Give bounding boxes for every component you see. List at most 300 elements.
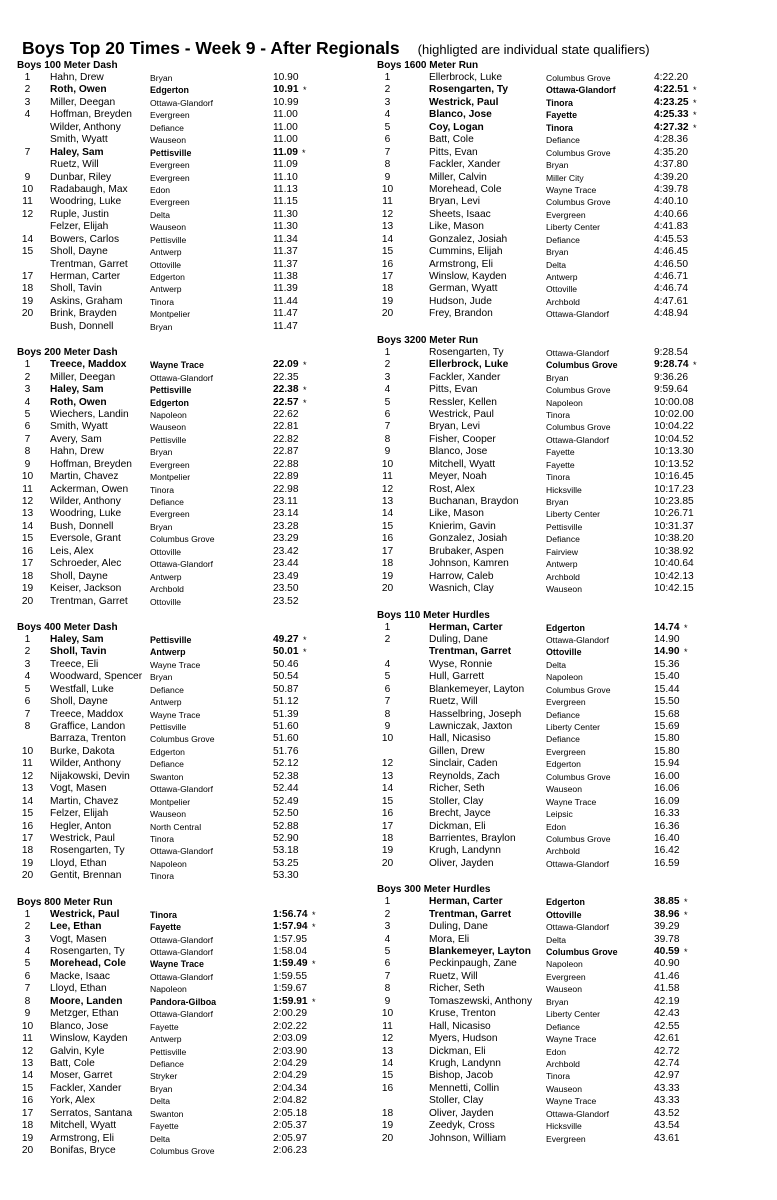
time-cell: 4:48.94 bbox=[654, 308, 688, 320]
result-row bbox=[16, 109, 386, 121]
school-name: Wauseon bbox=[546, 784, 582, 795]
school-name: Ottoville bbox=[546, 647, 582, 658]
result-row bbox=[376, 459, 746, 471]
athlete-name: Armstrong, Eli bbox=[50, 1132, 114, 1144]
time-cell: 11.00 bbox=[273, 121, 298, 133]
result-row bbox=[376, 758, 746, 770]
athlete-name: Miller, Deegan bbox=[50, 371, 116, 383]
time-cell: 23.52 bbox=[273, 595, 299, 607]
event-section bbox=[16, 60, 386, 333]
rank-cell: 7 bbox=[384, 970, 391, 982]
right-column bbox=[376, 60, 746, 1159]
time-cell: 1:58.04 bbox=[273, 946, 307, 957]
school-name: Ottawa-Glandorf bbox=[150, 846, 214, 857]
result-row bbox=[16, 983, 386, 995]
time-cell: 23.44 bbox=[273, 558, 299, 570]
result-row bbox=[376, 909, 746, 921]
rank-cell: 12 bbox=[381, 1033, 394, 1045]
school-name: Wauseon bbox=[546, 1083, 582, 1094]
athlete-name: Herman, Carter bbox=[50, 271, 121, 282]
time-cell: 10:31.37 bbox=[654, 520, 694, 532]
time-cell: 2:04.29 bbox=[273, 1070, 307, 1082]
result-row bbox=[376, 271, 746, 283]
athlete-name: Rosengarten, Ty bbox=[50, 845, 125, 857]
time-cell: 15.80 bbox=[654, 745, 680, 757]
result-row bbox=[376, 983, 746, 995]
athlete-name: Askins, Graham bbox=[50, 295, 123, 307]
time-cell: 11.09 bbox=[273, 146, 298, 158]
athlete-name: Kruse, Trenton bbox=[429, 1008, 496, 1020]
qualifier-star-icon: * bbox=[693, 122, 697, 133]
time-cell: 51.60 bbox=[273, 721, 299, 732]
result-row bbox=[16, 84, 386, 96]
result-row bbox=[376, 1033, 746, 1045]
time-cell: 4:27.32 bbox=[654, 121, 689, 133]
school-name: Liberty Center bbox=[546, 1009, 600, 1020]
qualifier-star-icon: * bbox=[303, 397, 307, 408]
school-name: Wayne Trace bbox=[150, 709, 201, 720]
rank-cell: 9 bbox=[24, 458, 31, 470]
athlete-name: Lawniczak, Jaxton bbox=[429, 721, 513, 732]
athlete-name: Sholl, Tavin bbox=[50, 283, 102, 295]
school-name: Columbus Grove bbox=[546, 73, 611, 83]
school-name: Columbus Grove bbox=[150, 534, 215, 545]
athlete-name: Wasnich, Clay bbox=[429, 583, 494, 595]
school-name: Evergreen bbox=[546, 1133, 586, 1144]
school-name: Pettisville bbox=[150, 147, 192, 158]
time-cell: 53.30 bbox=[273, 870, 299, 882]
rank-cell: 7 bbox=[24, 983, 31, 995]
result-row bbox=[16, 508, 386, 520]
result-row bbox=[16, 496, 386, 508]
school-name: Defiance bbox=[150, 759, 184, 770]
time-cell: 4:40.10 bbox=[654, 196, 688, 208]
rank-cell: 7 bbox=[384, 421, 391, 433]
school-name: Archbold bbox=[546, 571, 580, 582]
time-cell: 15.69 bbox=[654, 721, 680, 732]
time-cell: 22.87 bbox=[273, 446, 299, 458]
school-name: Antwerp bbox=[150, 571, 182, 582]
time-cell: 22.98 bbox=[273, 483, 299, 495]
school-name: Defiance bbox=[150, 122, 184, 133]
rank-cell: 12 bbox=[21, 208, 34, 220]
result-row bbox=[16, 1145, 386, 1157]
result-row bbox=[16, 484, 386, 496]
time-cell: 10:16.45 bbox=[654, 471, 694, 483]
result-row bbox=[16, 359, 386, 371]
result-row bbox=[16, 583, 386, 595]
school-name: Defiance bbox=[150, 1058, 184, 1069]
result-row bbox=[16, 134, 386, 146]
athlete-name: Herman, Carter bbox=[429, 896, 503, 908]
rank-cell: 11 bbox=[382, 1020, 393, 1032]
school-name: Edgerton bbox=[150, 746, 185, 757]
time-cell: 11.10 bbox=[273, 171, 298, 183]
athlete-name: Trentman, Garret bbox=[50, 595, 128, 607]
result-row bbox=[16, 1046, 386, 1058]
rank-cell: 10 bbox=[381, 183, 394, 195]
result-row bbox=[376, 196, 746, 208]
school-name: Stryker bbox=[150, 1071, 178, 1082]
rank-cell: 16 bbox=[381, 808, 394, 820]
school-name: Defiance bbox=[546, 709, 580, 720]
time-cell: 9:28.54 bbox=[654, 346, 688, 358]
rank-cell: 3 bbox=[384, 96, 391, 108]
result-row bbox=[376, 484, 746, 496]
qualifier-star-icon: * bbox=[303, 360, 307, 371]
result-row bbox=[16, 1095, 386, 1107]
event-title: Boys 400 Meter Dash bbox=[17, 621, 118, 633]
school-name: Antwerp bbox=[150, 247, 182, 258]
result-row bbox=[16, 321, 386, 333]
rank-cell: 15 bbox=[381, 795, 394, 807]
school-name: Defiance bbox=[546, 734, 580, 745]
time-cell: 42.19 bbox=[654, 995, 680, 1007]
time-cell: 14.90 bbox=[654, 633, 680, 645]
time-cell: 4:46.45 bbox=[654, 246, 688, 258]
qualifier-star-icon: * bbox=[303, 385, 307, 396]
time-cell: 22.38 bbox=[273, 384, 299, 396]
rank-cell: 18 bbox=[381, 1107, 394, 1119]
result-row bbox=[16, 421, 386, 433]
time-cell: 11.47 bbox=[273, 308, 298, 320]
rank-cell: 11 bbox=[382, 471, 393, 483]
time-cell: 2:06.23 bbox=[273, 1145, 307, 1156]
time-cell: 42.72 bbox=[654, 1045, 680, 1057]
school-name: Evergreen bbox=[546, 746, 586, 757]
result-row bbox=[16, 646, 386, 658]
athlete-name: Smith, Wyatt bbox=[50, 134, 108, 146]
athlete-name: Duling, Dane bbox=[429, 633, 488, 645]
school-name: Napoleon bbox=[546, 397, 583, 408]
rank-cell: 15 bbox=[21, 808, 34, 820]
result-row bbox=[376, 845, 746, 857]
time-cell: 22.89 bbox=[273, 471, 299, 483]
athlete-name: Fackler, Xander bbox=[429, 159, 501, 171]
athlete-name: Hudson, Jude bbox=[429, 295, 492, 307]
time-cell: 2:00.29 bbox=[273, 1008, 307, 1020]
rank-cell: 18 bbox=[21, 845, 34, 857]
rank-cell: 15 bbox=[381, 246, 394, 258]
school-name: Liberty Center bbox=[546, 509, 600, 520]
rank-cell: 6 bbox=[24, 696, 31, 708]
time-cell: 15.36 bbox=[654, 658, 680, 670]
rank-cell: 13 bbox=[381, 770, 394, 782]
time-cell: 10.90 bbox=[273, 72, 299, 83]
rank-cell: 5 bbox=[384, 671, 391, 683]
result-row bbox=[16, 996, 386, 1008]
athlete-name: Avery, Sam bbox=[50, 433, 102, 445]
school-name: Napoleon bbox=[150, 858, 187, 869]
athlete-name: Bowers, Carlos bbox=[50, 233, 120, 245]
result-row bbox=[16, 1083, 386, 1095]
result-row bbox=[16, 870, 386, 882]
athlete-name: Galvin, Kyle bbox=[50, 1045, 105, 1057]
time-cell: 2:05.97 bbox=[273, 1132, 307, 1144]
athlete-name: Rost, Alex bbox=[429, 483, 475, 495]
result-row bbox=[16, 1108, 386, 1120]
school-name: Wauseon bbox=[546, 584, 582, 595]
result-row bbox=[376, 122, 746, 134]
athlete-name: Smith, Wyatt bbox=[50, 421, 108, 433]
athlete-name: Treece, Maddox bbox=[50, 359, 127, 371]
rank-cell: 8 bbox=[24, 446, 31, 458]
rank-cell: 9 bbox=[384, 446, 391, 458]
athlete-name: Sholl, Dayne bbox=[50, 696, 108, 708]
rank-cell: 5 bbox=[24, 958, 31, 970]
result-row bbox=[376, 821, 746, 833]
athlete-name: Bryan, Levi bbox=[429, 196, 480, 208]
rank-cell: 7 bbox=[24, 146, 31, 158]
result-row bbox=[16, 733, 386, 745]
time-cell: 41.58 bbox=[654, 983, 680, 995]
result-row bbox=[376, 1095, 746, 1107]
result-row bbox=[376, 858, 746, 870]
time-cell: 10:13.30 bbox=[654, 446, 694, 458]
school-name: Fayette bbox=[150, 922, 182, 933]
result-row bbox=[16, 446, 386, 458]
time-cell: 42.97 bbox=[654, 1070, 680, 1082]
athlete-name: Mitchell, Wyatt bbox=[50, 1120, 117, 1132]
rank-cell: 16 bbox=[381, 1082, 394, 1094]
school-name: Edgerton bbox=[546, 897, 585, 908]
school-name: Bryan bbox=[150, 1083, 173, 1094]
school-name: Wayne Trace bbox=[546, 796, 597, 807]
result-row bbox=[16, 1070, 386, 1082]
time-cell: 15.50 bbox=[654, 696, 680, 708]
school-name: Fayette bbox=[546, 447, 575, 458]
result-row bbox=[16, 271, 386, 283]
athlete-name: Fackler, Xander bbox=[50, 1082, 122, 1094]
athlete-name: Harrow, Caleb bbox=[429, 570, 494, 582]
time-cell: 16.00 bbox=[654, 770, 680, 782]
time-cell: 4:37.80 bbox=[654, 159, 688, 171]
rank-cell: 14 bbox=[21, 1070, 34, 1082]
athlete-name: Tomaszewski, Anthony bbox=[429, 995, 533, 1007]
result-row bbox=[376, 347, 746, 359]
result-row bbox=[376, 934, 746, 946]
athlete-name: Bishop, Jacob bbox=[429, 1070, 493, 1082]
athlete-name: Pitts, Evan bbox=[429, 384, 478, 396]
rank-cell: 7 bbox=[24, 433, 31, 445]
athlete-name: Woodring, Luke bbox=[50, 196, 122, 208]
time-cell: 2:02.22 bbox=[273, 1020, 307, 1032]
school-name: Miller City bbox=[546, 172, 584, 183]
result-row bbox=[376, 921, 746, 933]
athlete-name: Richer, Seth bbox=[429, 983, 485, 995]
rank-cell: 10 bbox=[381, 1008, 394, 1020]
time-cell: 4:22.20 bbox=[654, 72, 688, 83]
result-row bbox=[376, 721, 746, 733]
athlete-name: Moser, Garret bbox=[50, 1070, 113, 1082]
time-cell: 4:46.71 bbox=[654, 271, 688, 282]
school-name: Bryan bbox=[546, 497, 569, 507]
school-name: Archbold bbox=[546, 1058, 580, 1069]
rank-cell: 14 bbox=[381, 508, 394, 520]
athlete-name: Ruetz, Will bbox=[429, 696, 478, 708]
school-name: Defiance bbox=[546, 534, 580, 545]
athlete-name: Trentman, Garret bbox=[50, 258, 128, 270]
rank-cell: 1 bbox=[24, 72, 31, 83]
result-row bbox=[376, 1021, 746, 1033]
result-row bbox=[376, 234, 746, 246]
athlete-name: Blanco, Jose bbox=[429, 109, 492, 121]
time-cell: 11.44 bbox=[273, 295, 298, 307]
athlete-name: Stoller, Clay bbox=[429, 795, 484, 807]
school-name: Ottawa-Glandorf bbox=[546, 634, 610, 645]
school-name: Ottawa-Glandorf bbox=[546, 434, 610, 445]
athlete-name: Like, Mason bbox=[429, 221, 484, 233]
time-cell: 1:59.49 bbox=[273, 958, 308, 970]
result-row bbox=[16, 671, 386, 683]
athlete-name: Brink, Brayden bbox=[50, 308, 117, 320]
athlete-name: Gonzalez, Josiah bbox=[429, 233, 508, 245]
qualifier-star-icon: * bbox=[684, 897, 688, 908]
school-name: Ottawa-Glandorf bbox=[150, 559, 214, 570]
qualifier-star-icon: * bbox=[684, 909, 688, 920]
rank-cell: 15 bbox=[381, 520, 394, 532]
time-cell: 22.09 bbox=[273, 359, 299, 371]
rank-cell: 11 bbox=[382, 196, 393, 208]
result-row bbox=[16, 172, 386, 184]
rank-cell: 11 bbox=[22, 1033, 33, 1045]
school-name: Tinora bbox=[546, 97, 573, 108]
time-cell: 11.00 bbox=[273, 109, 298, 121]
athlete-name: Lloyd, Ethan bbox=[50, 983, 107, 995]
athlete-name: Trentman, Garret bbox=[429, 646, 512, 658]
rank-cell: 16 bbox=[21, 820, 34, 832]
result-row bbox=[16, 97, 386, 109]
time-cell: 4:35.20 bbox=[654, 146, 688, 158]
school-name: Evergreen bbox=[546, 697, 586, 708]
school-name: Tinora bbox=[546, 1071, 571, 1082]
school-name: Edgerton bbox=[150, 397, 189, 408]
athlete-name: Mora, Eli bbox=[429, 933, 470, 945]
school-name: Delta bbox=[150, 1133, 171, 1144]
rank-cell: 11 bbox=[22, 483, 33, 495]
school-name: Napoleon bbox=[546, 959, 583, 970]
result-row bbox=[376, 771, 746, 783]
time-cell: 9:28.74 bbox=[654, 359, 689, 371]
result-row bbox=[376, 308, 746, 320]
school-name: Pandora-Gilboa bbox=[150, 996, 217, 1007]
school-name: Ottoville bbox=[546, 284, 578, 295]
time-cell: 15.80 bbox=[654, 733, 680, 745]
result-row bbox=[376, 296, 746, 308]
result-row bbox=[376, 1083, 746, 1095]
school-name: Pettisville bbox=[150, 722, 187, 732]
rank-cell: 1 bbox=[384, 346, 391, 358]
rank-cell: 17 bbox=[381, 271, 394, 282]
rank-cell: 6 bbox=[24, 970, 31, 982]
result-row bbox=[16, 721, 386, 733]
athlete-name: Armstrong, Eli bbox=[429, 258, 493, 270]
time-cell: 10:13.52 bbox=[654, 458, 694, 470]
athlete-name: Krugh, Landynn bbox=[429, 845, 501, 857]
time-cell: 23.29 bbox=[273, 533, 299, 545]
school-name: Leipsic bbox=[546, 809, 573, 820]
athlete-name: Westfall, Luke bbox=[50, 683, 114, 695]
rank-cell: 15 bbox=[21, 1082, 34, 1094]
time-cell: 10:04.22 bbox=[654, 421, 694, 433]
time-cell: 14.74 bbox=[654, 621, 680, 633]
time-cell: 39.78 bbox=[654, 933, 680, 945]
time-cell: 4:23.25 bbox=[654, 96, 689, 108]
rank-cell: 19 bbox=[21, 295, 34, 307]
time-cell: 9:36.26 bbox=[654, 371, 688, 383]
school-name: Edon bbox=[546, 1046, 567, 1057]
athlete-name: Oliver, Jayden bbox=[429, 1107, 494, 1119]
athlete-name: Miller, Calvin bbox=[429, 171, 487, 183]
school-name: Evergreen bbox=[150, 459, 190, 470]
athlete-name: Radabaugh, Max bbox=[50, 183, 128, 195]
result-row bbox=[376, 1108, 746, 1120]
rank-cell: 18 bbox=[381, 558, 394, 570]
time-cell: 15.94 bbox=[654, 758, 680, 770]
school-name: Archbold bbox=[150, 584, 184, 595]
rank-cell: 19 bbox=[381, 845, 394, 857]
time-cell: 51.39 bbox=[273, 708, 299, 720]
school-name: Tinora bbox=[546, 472, 571, 483]
athlete-name: Keiser, Jackson bbox=[50, 583, 122, 595]
school-name: Archbold bbox=[546, 846, 580, 857]
athlete-name: Metzger, Ethan bbox=[50, 1008, 119, 1020]
time-cell: 53.18 bbox=[273, 845, 299, 857]
rank-cell: 13 bbox=[381, 221, 394, 233]
qualifier-star-icon: * bbox=[684, 622, 688, 633]
rank-cell: 14 bbox=[21, 520, 34, 532]
rank-cell: 5 bbox=[24, 683, 31, 695]
time-cell: 4:39.78 bbox=[654, 183, 688, 195]
result-row bbox=[16, 746, 386, 758]
school-name: Pettisville bbox=[150, 634, 192, 645]
rank-cell: 4 bbox=[24, 109, 31, 121]
athlete-name: Graffice, Landon bbox=[50, 721, 126, 732]
result-row bbox=[376, 209, 746, 221]
qualifier-star-icon: * bbox=[303, 647, 307, 658]
school-name: Columbus Grove bbox=[546, 684, 611, 695]
rank-cell: 12 bbox=[21, 770, 34, 782]
time-cell: 42.43 bbox=[654, 1008, 680, 1020]
school-name: Evergreen bbox=[546, 209, 586, 220]
athlete-name: Blankemeyer, Layton bbox=[429, 946, 531, 957]
school-name: Evergreen bbox=[150, 509, 190, 520]
school-name: Antwerp bbox=[546, 272, 578, 282]
school-name: Ottoville bbox=[150, 546, 182, 557]
school-name: Antwerp bbox=[546, 559, 578, 570]
athlete-name: Gonzalez, Josiah bbox=[429, 533, 508, 545]
school-name: Defiance bbox=[546, 1021, 580, 1032]
athlete-name: Stoller, Clay bbox=[429, 1095, 484, 1107]
athlete-name: Ellerbrock, Luke bbox=[429, 72, 503, 83]
rank-cell: 8 bbox=[384, 159, 391, 171]
rank-cell: 16 bbox=[21, 1095, 34, 1107]
result-row bbox=[16, 283, 386, 295]
school-name: Wayne Trace bbox=[546, 1034, 597, 1045]
time-cell: 10:42.13 bbox=[654, 570, 694, 582]
result-row bbox=[16, 221, 386, 233]
school-name: Tinora bbox=[150, 909, 177, 920]
time-cell: 2:04.82 bbox=[273, 1095, 307, 1107]
event-section bbox=[16, 897, 386, 1158]
result-row bbox=[376, 746, 746, 758]
time-cell: 49.27 bbox=[273, 633, 299, 645]
athlete-name: Lloyd, Ethan bbox=[50, 857, 107, 869]
result-row bbox=[376, 646, 746, 658]
rank-cell: 12 bbox=[381, 208, 394, 220]
athlete-name: Haley, Sam bbox=[50, 146, 104, 158]
school-name: Montpelier bbox=[150, 309, 191, 320]
